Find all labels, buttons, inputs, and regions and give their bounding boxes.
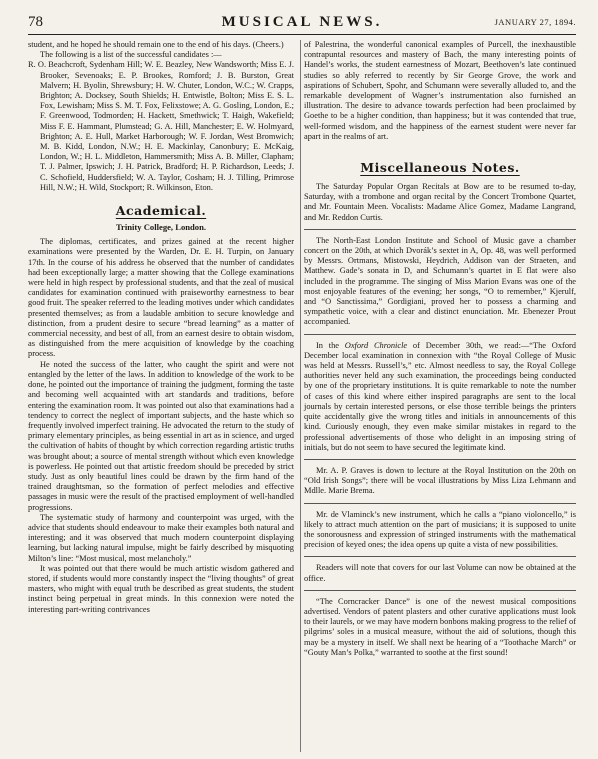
note-separator [304, 590, 576, 591]
note-text: In the [316, 340, 345, 350]
column-divider [300, 40, 301, 752]
article-paragraph: It was pointed out that there would be much artistic wisdom gathered and stored, if students would more constantly inspect the “living thoughts” of great masters, who might with equal truth be described as great students, the student instinct being perpetual in great minds. In this connexion were noted the interesting part-writing contrivances [28, 563, 294, 614]
issue-date: JANUARY 27, 1894. [494, 17, 576, 27]
note-text: of December 30th, we read:—“The Oxford December local examination in connexion with “the Royal College of Music was held at Messrs. Russell’s,” etc. Almost needless to say, the Royal College authorities never held any such examination, the proceedings being conducted by one of the proprietary institutions. It is quite remarkable to note the number of cases of this kind where either inspired paragraphs are sent to the local journals by certain interested persons, or else those terrible beings the printers quite accidentally give the wrong titles and initials in announcements of this kind. Curiously enough, they even make similar mistakes in regard to the professional advertisements of those who delight in an imposing string of initials, but do not seem to have secured the legitimate kind. [304, 340, 576, 452]
note-separator [304, 556, 576, 557]
miscellaneous-notes-heading: Miscellaneous Notes. [360, 160, 520, 176]
candidate-list: R. O. Beachcroft, Sydenham Hill; W. E. Beazley, New Wandsworth; Miss E. J. Brooker, Sevenoaks; E. P. Brookes, Romford; J. B. Burston, Great Malvern; H. Byolin, Shrewsbury; H. W. Chuter, London, W.C.; W. Crapps, Brighton; A. Docksey, South Shields; H. Entwistle, Bolton; Miss E. S. L. Fox, Lewisham; Miss S. M. T. Fox, Felixstowe; A. G. Gosling, London, E.; F. Greenwood, Todmorden; H. Hackett, Smethwick; T. Haigh, Wakefield; Miss F. E. Hammant, Plumstead; G. A. Hill, Manchester; E. W. Holmyard, Brighton; A. E. Hull, Market Harborough; W. F. Jordan, West Bromwich; M. B. Kidd, London, N.W.; H. E. Mackinlay, Canonbury; E. McKaig, London, W.; H. L. Middleton, Hammersmith; Miss A. B. Miller, Clapham; T. J. Palmer, Ipswich; J. H. Patrick, Bradford; H. P. Richardson, Leeds; J. C. Schofield, Huddersfield; W. A. Taylor, Cosham; H. J. Tilling, Primrose Hill, N.W.; H. Wild, Stockport; R. Wilkinson, Eton. [28, 60, 294, 192]
note-paragraph [304, 341, 576, 453]
article-paragraph: The diplomas, certificates, and prizes gained at the recent higher examinations were presented by the Warden, Dr. E. H. Turpin, on January 17th. In the course of his address he observed that the number of candidates had been exceptionally large; a matter showing that the College examinations were held in high respect by professional students, and that the zeal of musical candidates for examination continued with praiseworthy earnestness to bear good fruit. The speaker referred to the leading motives under which candidates presented themselves; as from a laudable ambition to secure knowledge and distinction, from a prudent desire to secure “bread learning” as a matter of commercial necessity, and best of all, from an earnest desire to obtain wisdom, as distinguished from the mere acquisition of knowledge by the coaching process. [28, 237, 294, 359]
note-paragraph: Mr. A. P. Graves is down to lecture at the Royal Institution on the 20th on “Old Irish Songs”; there will be vocal illustrations by Miss Liza Lehmann and Mdlle. Marie Brema. [304, 465, 576, 496]
article-paragraph: He noted the success of the latter, who caught the spirit and were not entangled by the letter of the laws. In addition to knowledge of the work to be done, he pointed out the importance of training the judgment, forming the taste and becoming well acquainted with art standards and traditions, before entering the examination room. It was pointed out also that examinations had a tendency to correct the neglect of important subjects, and the haste which so frequently involved imperfect training. He advocated the return to the study of primary elementary principles, as being essential in art as in science, and urged the cultivation of habits of thought by which correction regarding artistic truths was brought about; a source of mental strength without which even knowledge is powerless. He pointed out that artistic freedom should be preceded by strict study. Just as only beautiful lines could be drawn by the firm hand of the trained draughtsman, so the formation of perfect melodies and effective passages in music were the result of the practised employment of well-handled progressions. [28, 359, 294, 512]
page-number: 78 [28, 14, 43, 30]
right-column [304, 40, 576, 658]
article-paragraph: The systematic study of harmony and counterpoint was urged, with the advice that students should endeavour to make their examples both natural and interesting; and it was observed that much modern counterpoint displaying learning, but lacking natural impulse, might be fairly described by misquoting Milton’s line: “Most musical, most melancholy.” [28, 512, 294, 563]
article-continuation: of Palestrina, the wonderful canonical examples of Purcell, the inexhaustible contrapuntal resources and mastery of Bach, the many interesting points of Handel’s works, the student earnestness of Mozart, Beethoven’s late continued studies so ably referred to recently by Sir George Grove, the work and aspirations of Schubert, Spohr, and Schumann were severally alluded to, and the remarkable development of Wagner’s instrumentation also furnished an illustration. The desire to advance towards perfection had been proclaimed by Goethe to be a higher condition, than happiness; but it was contended that true, well-formed wisdom, and the happiness of the earnest student were never far apart in the realms of art. [304, 40, 576, 141]
note-paragraph: Mr. de Vlaminck’s new instrument, which he calls a “piano violoncello,” is likely to attract much attention on the part of musicians; it is supposed to unite the sonorousness and expression of stringed instruments with the mathematical precision of keyed ones; the idea opens up quite a vista of new possibilities. [304, 509, 576, 550]
page-header [28, 14, 576, 35]
publication-title: MUSICAL NEWS. [221, 14, 383, 30]
note-separator [304, 334, 576, 335]
note-separator [304, 503, 576, 504]
trinity-college-heading: Trinity College, London. [115, 222, 207, 233]
spacer [304, 142, 576, 160]
left-column [28, 40, 294, 615]
note-separator [304, 229, 576, 230]
newspaper-name: Oxford Chronicle [344, 340, 408, 350]
list-intro: The following is a list of the successful candidates :— [40, 50, 222, 60]
academical-heading: Academical. [115, 203, 207, 219]
note-paragraph: The Saturday Popular Organ Recitals at Bow are to be resumed to-day, Saturday, with a trombone and organ recital by the Concert Trombone Quartet, and Mr. Fountain Meen. Vocalists: Madame Alice Gomez, Madame Langrand, and Mr. Reddon Curtis. [304, 182, 576, 222]
note-paragraph: “The Corncracker Dance” is one of the newest musical compositions advertised. Vendors of patent plasters and other curative applications must look to their laurels, or we may have modern bonbons making progress to the relief of pilgrims’ soles in a musical measure, without the aid of solutions, though this may be a mystery in itself. We shall next be hearing of a “Toothache March” or “Gouty Man’s Polka,” warranted to soothe at the first sound! [304, 596, 576, 657]
intro-paragraph: student, and he hoped he should remain one to the end of his days. (Cheers.) [28, 40, 284, 49]
note-paragraph: Readers will note that covers for our last Volume can now be obtained at the office. [304, 563, 576, 583]
note-separator [304, 459, 576, 460]
note-paragraph: The North-East London Institute and School of Music gave a chamber concert on the 20th, at which Dvorák’s sextet in A, Op. 48, was well performed by Messrs. Ortmans, Mistowski, Heydrich, Addison van der Straeten, and Matthew. Gade’s sonata in D, and Schumann’s quartet in E flat were also included in the programme. The singing of Miss Marion Evans was one of the most enjoyable features of the evening; her songs, “O to remember,” Kjerulf, and “O Sanctissima,” Gordigiani, proved her to possess a charming and sympathetic voice, with a clear and distinct enunciation. Mr. Ebenezer Prout accompanied. [304, 235, 576, 327]
